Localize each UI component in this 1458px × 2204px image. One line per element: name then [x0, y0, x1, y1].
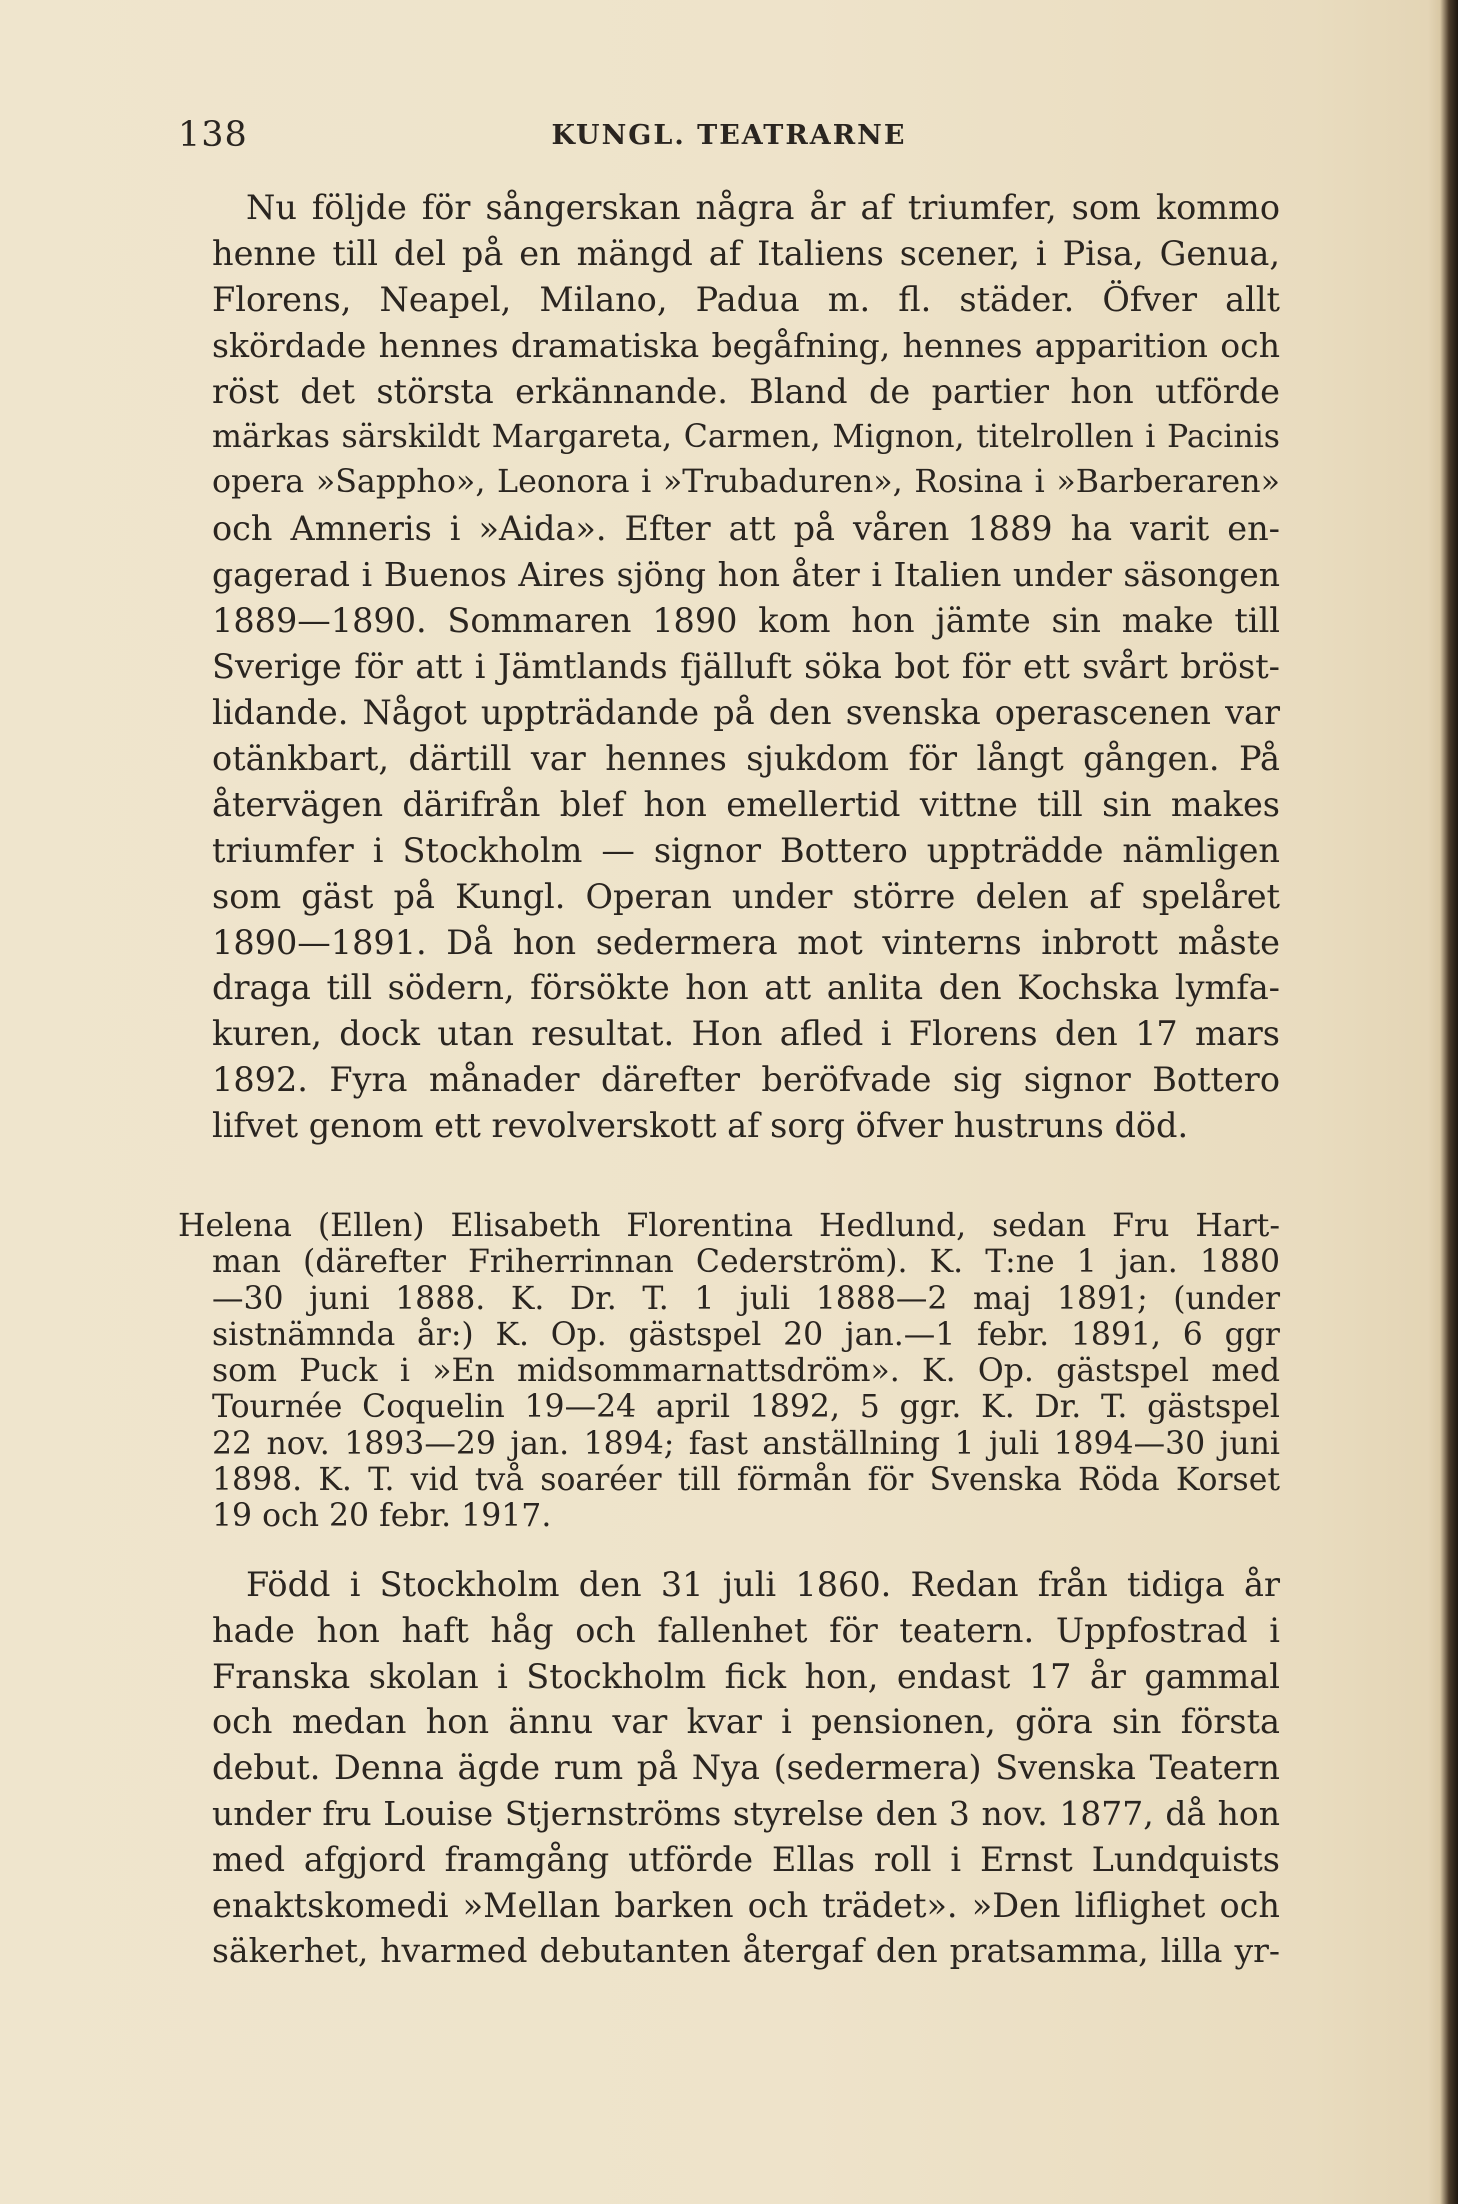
- text-line: 1890—1891. Då hon sedermera mot vinterns inbrott måste: [212, 922, 1280, 962]
- text-line: säkerhet, hvarmed debutanten återgaf den pratsamma, lilla yr-: [212, 1931, 1280, 1971]
- text-line: röst det största erkännande. Bland de partier hon utförde: [212, 371, 1280, 411]
- biography-entry-header: [178, 1208, 1280, 1535]
- text-line: skördade hennes dramatiska begåfning, hennes apparition och: [212, 325, 1280, 365]
- text-line: otänkbart, därtill var hennes sjukdom för långt gången. På: [212, 738, 1280, 778]
- text-line: 22 nov. 1893—29 jan. 1894; fast anställning 1 juli 1894—30 juni: [212, 1425, 1280, 1462]
- text-line: Född i Stockholm den 31 juli 1860. Redan från tidiga år: [246, 1565, 1280, 1604]
- text-line: lidande. Något uppträdande på den svenska operascenen var: [212, 692, 1280, 732]
- text-line: och medan hon ännu var kvar i pensionen, göra sin första: [212, 1702, 1280, 1742]
- text-line: man (därefter Friherrinnan Cederström). K. T:ne 1 jan. 1880: [212, 1244, 1280, 1281]
- text-line: 1889—1890. Sommaren 1890 kom hon jämte sin make till: [212, 601, 1280, 641]
- text-line: återvägen därifrån blef hon emellertid vittne till sin makes: [212, 784, 1280, 824]
- text-line: som gäst på Kungl. Operan under större delen af spelåret: [212, 876, 1280, 916]
- text-line: märkas särskildt Margareta, Carmen, Mignon, titelrollen i Pacinis: [212, 418, 1280, 455]
- text-line: —30 juni 1888. K. Dr. T. 1 juli 1888—2 maj 1891; (under: [212, 1280, 1280, 1317]
- text-line: kuren, dock utan resultat. Hon afled i Florens den 17 mars: [212, 1014, 1280, 1054]
- text-line: under fru Louise Stjernströms styrelse den 3 nov. 1877, då hon: [212, 1793, 1280, 1833]
- text-line: lifvet genom ett revolverskott af sorg öfver hustruns död.: [212, 1106, 1189, 1146]
- paragraph-bottero-career: [212, 185, 1280, 1149]
- text-line: Helena (Ellen) Elisabeth Florentina Hedlund, sedan Fru Hart-: [178, 1208, 1280, 1244]
- text-line: med afgjord framgång utförde Ellas roll i Ernst Lundquists: [212, 1839, 1280, 1879]
- text-line: Sverige för att i Jämtlands fjälluft söka bot för ett svårt bröst-: [212, 647, 1280, 687]
- text-line: Tournée Coquelin 19—24 april 1892, 5 ggr. K. Dr. T. gästspel: [212, 1389, 1280, 1426]
- text-line: sistnämnda år:) K. Op. gästspel 20 jan.—1 febr. 1891, 6 ggr: [212, 1316, 1280, 1353]
- text-line: Nu följde för sångerskan några år af triumfer, som kommo: [246, 188, 1280, 227]
- text-line: gagerad i Buenos Aires sjöng hon åter i Italien under säsongen: [212, 555, 1280, 595]
- text-line: draga till södern, försökte hon att anlita den Kochska lymfa-: [212, 968, 1280, 1008]
- text-line: 1892. Fyra månader därefter beröfvade sig signor Bottero: [212, 1060, 1280, 1100]
- text-line: 1898. K. T. vid två soaréer till förmån för Svenska Röda Korset: [212, 1462, 1280, 1499]
- page-number: 138: [178, 115, 248, 155]
- text-line: triumfer i Stockholm — signor Bottero uppträdde nämligen: [212, 830, 1280, 870]
- text-line: debut. Denna ägde rum på Nya (sedermera) Svenska Teatern: [212, 1748, 1280, 1788]
- text-line: hade hon haft håg och fallenhet för teatern. Uppfostrad i: [212, 1610, 1280, 1650]
- text-line: och Amneris i »Aida». Efter att på våren 1889 ha varit en-: [212, 509, 1280, 549]
- text-line: henne till del på en mängd af Italiens scener, i Pisa, Genua,: [212, 233, 1280, 273]
- text-line: som Puck i »En midsommarnattsdröm». K. Op. gästspel med: [212, 1353, 1280, 1390]
- text-line: Franska skolan i Stockholm fick hon, endast 17 år gammal: [212, 1656, 1280, 1696]
- text-line: 19 och 20 febr. 1917.: [212, 1498, 552, 1535]
- paragraph-hedlund-biography: [212, 1562, 1280, 1974]
- running-head: KUNGL. TEATRARNE: [551, 120, 907, 151]
- book-binding-edge: [1428, 0, 1458, 2204]
- text-line: Florens, Neapel, Milano, Padua m. fl. städer. Öfver allt: [212, 279, 1280, 319]
- text-line: opera »Sappho», Leonora i »Trubaduren», Rosina i »Barberaren»: [212, 464, 1280, 501]
- text-line: enaktskomedi »Mellan barken och trädet». »Den liflighet och: [212, 1885, 1280, 1925]
